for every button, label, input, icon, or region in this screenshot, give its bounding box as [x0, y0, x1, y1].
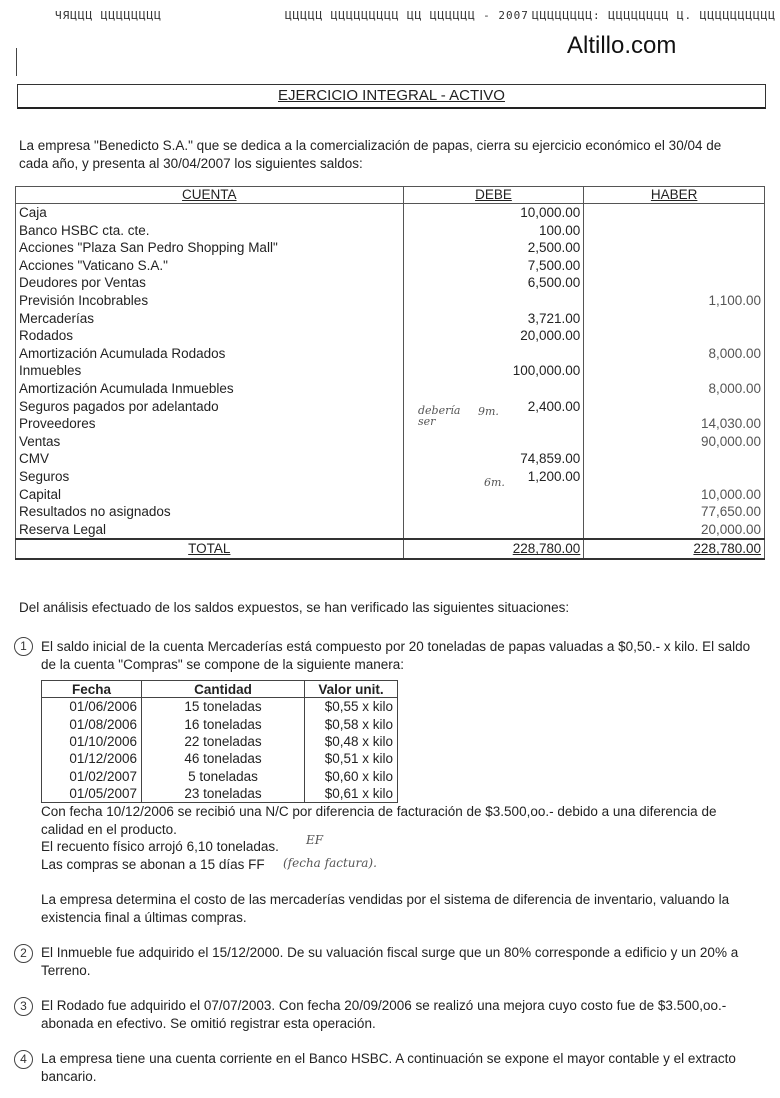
cell-cuenta: Capital — [16, 486, 404, 504]
item-number-1: 1 — [14, 637, 33, 656]
item-number-2: 2 — [14, 944, 33, 963]
balance-row — [16, 362, 765, 380]
col-cuenta: CUENTA — [16, 187, 404, 204]
header-right: ЦЦЦЦЦЦЦЦ: ЦЦЦЦЦЦЦЦ Ц. ЦЦЦЦЦЦЦЦЦЦ — [532, 9, 776, 22]
cell-fecha: 01/08/2006 — [42, 715, 142, 732]
margin-mark — [16, 48, 17, 76]
cell-haber — [584, 450, 765, 468]
note-pago: Las compras se abonan a 15 días FF — [41, 857, 265, 872]
cell-haber — [584, 222, 765, 240]
compras-row — [42, 750, 398, 767]
cell-fecha: 01/12/2006 — [42, 750, 142, 767]
item-2-text: El Inmueble fue adquirido el 15/12/2000. De su valuación fiscal surge que un 80% corresponde a edificio y un 20% a Terreno. — [41, 945, 739, 978]
col-debe: DEBE — [403, 187, 584, 204]
item-4-text: La empresa tiene una cuenta corriente en el Banco HSBC. A continuación se expone el mayor contable y el extracto bancario. — [41, 1051, 736, 1084]
balance-body — [16, 204, 765, 559]
item-number-3: 3 — [14, 997, 33, 1016]
cell-debe — [403, 292, 584, 310]
balance-row — [16, 274, 765, 292]
balance-row — [16, 222, 765, 240]
balance-row — [16, 380, 765, 398]
cell-debe: 10,000.00 — [403, 204, 584, 222]
col-cantidad: Cantidad — [142, 681, 305, 698]
cell-cantidad: 15 toneladas — [142, 698, 305, 716]
handwritten-ef: EF — [306, 833, 324, 847]
handwritten-deberia: debería ser — [418, 404, 461, 428]
cell-valor: $0,61 x kilo — [305, 785, 398, 803]
cell-debe — [403, 380, 584, 398]
balance-row — [16, 521, 765, 540]
cell-cuenta: Inmuebles — [16, 362, 404, 380]
cell-fecha: 01/10/2006 — [42, 733, 142, 750]
note-nc: Con fecha 10/12/2006 se recibió una N/C por diferencia de facturación de $3.500,oo.- debido a una diferencia de calidad en el producto. — [41, 804, 717, 837]
total-row — [16, 539, 765, 559]
item-number-4: 4 — [14, 1050, 33, 1069]
cell-debe — [403, 521, 584, 540]
cell-fecha: 01/02/2007 — [42, 768, 142, 785]
compras-row — [42, 733, 398, 750]
cell-valor: $0,58 x kilo — [305, 715, 398, 732]
compras-row — [42, 768, 398, 785]
cell-haber: 14,030.00 — [584, 415, 765, 433]
cell-cuenta: Seguros pagados por adelantado — [16, 398, 404, 416]
note-recuento: El recuento físico arrojó 6,10 toneladas. — [41, 839, 279, 854]
cell-haber: 20,000.00 — [584, 521, 765, 540]
cell-debe: 100.00 — [403, 222, 584, 240]
cell-cuenta: Resultados no asignados — [16, 503, 404, 521]
balance-row — [16, 398, 765, 416]
cell-cuenta: Amortización Acumulada Rodados — [16, 345, 404, 363]
cell-haber — [584, 274, 765, 292]
compras-row — [42, 715, 398, 732]
cell-debe: 6,500.00 — [403, 274, 584, 292]
analysis-intro: Del análisis efectuado de los saldos expuestos, se han verificado las siguientes situaciones: — [19, 600, 570, 615]
item-3-text: El Rodado fue adquirido el 07/07/2003. Con fecha 20/09/2006 se realizó una mejora cuyo costo fue de $3.500,oo.- abonada en efectivo. Se omitió registrar esta operación. — [41, 998, 727, 1031]
cell-valor: $0,51 x kilo — [305, 750, 398, 767]
cell-haber: 90,000.00 — [584, 433, 765, 451]
cell-debe — [403, 433, 584, 451]
balance-row — [16, 239, 765, 257]
header-center: ЦЦЦЦЦ ЦЦЦЦЦЦЦЦЦ ЦЦ ЦЦЦЦЦЦ - 2007 — [285, 9, 529, 22]
header-left: ЧЯЦЦЦ ЦЦЦЦЦЦЦЦ — [55, 9, 162, 22]
cell-haber — [584, 204, 765, 222]
cell-cuenta: Caja — [16, 204, 404, 222]
cell-valor: $0,60 x kilo — [305, 768, 398, 785]
cell-cuenta: Previsión Incobrables — [16, 292, 404, 310]
compras-row — [42, 785, 398, 803]
cell-cuenta: CMV — [16, 450, 404, 468]
handwritten-6m: 6m. — [484, 476, 505, 489]
item-1-text: El saldo inicial de la cuenta Mercaderías está compuesto por 20 toneladas de papas valuadas a $0,50.- x kilo. El saldo de la cuenta "Compras" se compone de la siguiente manera: — [41, 639, 751, 672]
balance-row — [16, 310, 765, 328]
cell-fecha: 01/05/2007 — [42, 785, 142, 803]
balance-row — [16, 450, 765, 468]
cell-debe — [403, 345, 584, 363]
cell-haber: 8,000.00 — [584, 380, 765, 398]
balance-row — [16, 345, 765, 363]
balance-table — [15, 186, 765, 560]
col-haber: HABER — [584, 187, 765, 204]
cell-haber: 77,650.00 — [584, 503, 765, 521]
cell-cuenta: Ventas — [16, 433, 404, 451]
balance-row — [16, 415, 765, 433]
page-title: EJERCICIO INTEGRAL - ACTIVO — [17, 84, 766, 109]
balance-row — [16, 204, 765, 222]
handwritten-ff: (fecha factura). — [283, 856, 377, 870]
balance-row — [16, 468, 765, 486]
balance-row — [16, 433, 765, 451]
cell-debe: 1,200.00 — [403, 468, 584, 486]
cell-haber: 1,100.00 — [584, 292, 765, 310]
cell-cuenta: Banco HSBC cta. cte. — [16, 222, 404, 240]
total-debe: 228,780.00 — [403, 539, 584, 559]
handwritten-9m: 9m. — [478, 405, 499, 418]
balance-row — [16, 257, 765, 275]
balance-row — [16, 292, 765, 310]
cell-cuenta: Rodados — [16, 327, 404, 345]
cell-fecha: 01/06/2006 — [42, 698, 142, 716]
cell-debe: 20,000.00 — [403, 327, 584, 345]
cell-haber — [584, 327, 765, 345]
cell-debe: 2,500.00 — [403, 239, 584, 257]
cell-haber — [584, 362, 765, 380]
balance-row — [16, 327, 765, 345]
cell-haber — [584, 310, 765, 328]
cell-haber: 10,000.00 — [584, 486, 765, 504]
compras-header-row — [42, 681, 398, 698]
cell-cantidad: 23 toneladas — [142, 785, 305, 803]
cell-debe: 100,000.00 — [403, 362, 584, 380]
cell-cantidad: 22 toneladas — [142, 733, 305, 750]
col-fecha: Fecha — [42, 681, 142, 698]
cell-cuenta: Reserva Legal — [16, 521, 404, 540]
cell-valor: $0,48 x kilo — [305, 733, 398, 750]
cell-haber: 8,000.00 — [584, 345, 765, 363]
cell-valor: $0,55 x kilo — [305, 698, 398, 716]
total-label: TOTAL — [16, 539, 404, 559]
col-valor: Valor unit. — [305, 681, 398, 698]
brand-logo: Altillo.com — [567, 32, 677, 59]
compras-row — [42, 698, 398, 716]
cell-haber — [584, 398, 765, 416]
cell-debe: 3,721.00 — [403, 310, 584, 328]
note-costo: La empresa determina el costo de las mercaderías vendidas por el sistema de diferencia de inventario, valuando la existencia final a últimas compras. — [41, 892, 730, 925]
cell-cuenta: Proveedores — [16, 415, 404, 433]
cell-cuenta: Seguros — [16, 468, 404, 486]
cell-cuenta: Mercaderías — [16, 310, 404, 328]
cell-haber — [584, 239, 765, 257]
cell-debe: 7,500.00 — [403, 257, 584, 275]
cell-cuenta: Acciones "Vaticano S.A." — [16, 257, 404, 275]
cell-haber — [584, 257, 765, 275]
balance-row — [16, 486, 765, 504]
cell-debe — [403, 503, 584, 521]
intro-paragraph: La empresa "Benedicto S.A." que se dedica a la comercialización de papas, cierra su ejercicio económico el 30/04 de cada año, y presenta al 30/04/2007 los siguientes saldos: — [19, 138, 722, 171]
balance-row — [16, 503, 765, 521]
total-haber: 228,780.00 — [584, 539, 765, 559]
cell-cantidad: 16 toneladas — [142, 715, 305, 732]
cell-haber — [584, 468, 765, 486]
balance-header-row — [16, 187, 765, 204]
cell-cantidad: 46 toneladas — [142, 750, 305, 767]
cell-debe: 74,859.00 — [403, 450, 584, 468]
cell-cuenta: Acciones "Plaza San Pedro Shopping Mall" — [16, 239, 404, 257]
cell-cuenta: Deudores por Ventas — [16, 274, 404, 292]
cell-cantidad: 5 toneladas — [142, 768, 305, 785]
cell-debe: 2,400.00 — [403, 398, 584, 416]
compras-table — [41, 680, 398, 803]
cell-cuenta: Amortización Acumulada Inmuebles — [16, 380, 404, 398]
compras-body — [42, 698, 398, 803]
